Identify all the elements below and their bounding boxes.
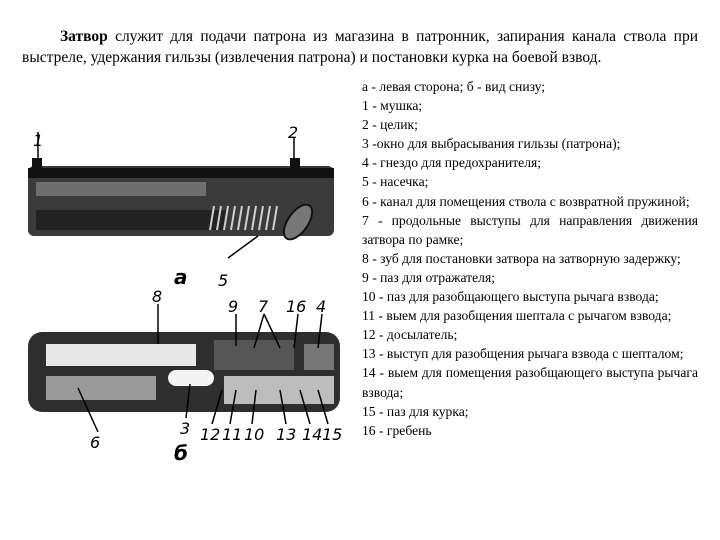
slide-drawing	[18, 118, 356, 462]
legend-num: 13	[362, 346, 376, 362]
legend-sep: -	[368, 212, 392, 228]
legend-num: 12	[362, 327, 376, 343]
legend-text: паз для разобщающего выступа рычага взвода;	[386, 289, 659, 305]
legend-item	[362, 192, 698, 211]
slide-lower-band	[36, 210, 226, 230]
slide-illustration	[18, 118, 356, 462]
label-14: 14	[302, 425, 323, 444]
label-9: 9	[228, 297, 239, 316]
legend-text: гнездо для предохранителя;	[380, 155, 542, 171]
label-12: 12	[200, 425, 221, 444]
legend-text: выем для разобщения шептала с рычагом взвода;	[386, 308, 672, 324]
legend-num: 5	[362, 174, 369, 190]
leader-5	[228, 236, 258, 258]
legend-item	[362, 363, 698, 401]
legend-sep: -	[375, 365, 388, 381]
legend-num: 1	[362, 98, 369, 114]
label-8: 8	[152, 287, 163, 306]
legend-text: мушка;	[380, 98, 423, 114]
legend-sep: -	[375, 422, 387, 438]
legend-sep: -	[375, 308, 387, 324]
label-6: 6	[90, 433, 101, 452]
legend-num: 15	[362, 403, 376, 419]
view-b-letter: б	[174, 441, 188, 462]
legend-item	[362, 421, 698, 440]
slide-bottom-view	[28, 287, 342, 462]
legend-num: 6	[362, 193, 369, 209]
legend-item	[362, 211, 698, 249]
legend-num: 11	[362, 308, 376, 324]
label-16: 16	[286, 297, 307, 316]
legend-item	[362, 172, 698, 191]
legend-num: 14	[362, 365, 376, 381]
front-sight	[32, 158, 42, 168]
ejection-window	[168, 370, 214, 386]
legend-sep: -	[375, 346, 387, 362]
legend-item	[362, 153, 698, 172]
legend-text: насечка;	[380, 174, 429, 190]
label-11: 11	[222, 425, 243, 444]
label-7: 7	[258, 297, 269, 316]
legend-num: 7	[362, 212, 369, 228]
slide-top-rail	[28, 168, 334, 178]
legend-num: 4	[362, 155, 369, 171]
safety-socket	[304, 344, 334, 370]
legend-text: выступ для разобщения рычага взвода с шепталом;	[386, 346, 684, 362]
legend-item	[362, 115, 698, 134]
legend-sep: -	[375, 403, 387, 419]
legend-num: 3	[362, 136, 369, 152]
legend-text: досылатель;	[386, 327, 458, 343]
legend-item	[362, 134, 698, 153]
legend-text: паз для курка;	[386, 403, 469, 419]
legend-list	[362, 96, 698, 440]
legend-sep: -	[368, 174, 381, 190]
legend-sep: -	[368, 269, 381, 285]
intro-text: служит для подачи патрона из магазина в патронник, запирания канала ствола при выстреле, удержания гильзы (извлечения патрона) и постановки курка на боевой взвод.	[22, 28, 698, 66]
legend-text: продольные выступы для направления движения затвора по рамке;	[362, 212, 698, 247]
label-1: 1	[33, 131, 44, 150]
legend-num: 8	[362, 250, 369, 266]
legend-sep: -	[368, 250, 381, 266]
slide-upper-band	[36, 182, 206, 196]
legend-text: канал для помещения ствола с возвратной пружиной;	[380, 193, 690, 209]
legend-sep: -	[368, 193, 381, 209]
legend-item	[362, 287, 698, 306]
label-3: 3	[180, 419, 191, 438]
legend-item	[362, 306, 698, 325]
legend-item	[362, 344, 698, 363]
parts-legend	[362, 77, 698, 440]
legend-num: 10	[362, 289, 376, 305]
legend-header: а - левая сторона; б - вид снизу;	[362, 79, 546, 94]
legend-num: 16	[362, 422, 376, 438]
legend-num: 2	[362, 117, 369, 133]
label-4: 4	[316, 297, 327, 316]
legend-text: целик;	[380, 117, 418, 133]
label-15: 15	[322, 425, 343, 444]
legend-num: 9	[362, 269, 369, 285]
intro-term: Затвор	[60, 28, 108, 45]
legend-item	[362, 268, 698, 287]
legend-sep: -	[375, 327, 387, 343]
legend-sep: -	[368, 117, 381, 133]
legend-text: окно для выбрасывания гильзы (патрона);	[376, 136, 621, 152]
legend-item	[362, 249, 698, 268]
label-10: 10	[244, 425, 265, 444]
legend-sep: -	[375, 289, 387, 305]
rear-cuts	[224, 376, 334, 404]
rear-sight	[290, 158, 300, 168]
lower-channel	[46, 376, 156, 400]
view-a-letter: а	[174, 265, 188, 289]
label-13: 13	[276, 425, 297, 444]
legend-text: зуб для постановки затвора на затворную задержку;	[380, 250, 681, 266]
legend-sep: -	[368, 98, 381, 114]
legend-sep: -	[368, 136, 377, 152]
label-5: 5	[218, 271, 229, 290]
barrel-channel	[46, 344, 196, 366]
slide-left-side-view	[28, 123, 334, 290]
breech-block	[214, 340, 294, 370]
legend-item	[362, 402, 698, 421]
label-2: 2	[288, 123, 299, 142]
legend-text: паз для отражателя;	[380, 269, 495, 285]
legend-item	[362, 325, 698, 344]
legend-text: выем для помещения разобщающего выступа рычага взвода;	[362, 365, 699, 400]
legend-text: гребень	[386, 422, 432, 438]
intro-paragraph	[22, 26, 698, 68]
legend-sep: -	[368, 155, 381, 171]
legend-item	[362, 96, 698, 115]
